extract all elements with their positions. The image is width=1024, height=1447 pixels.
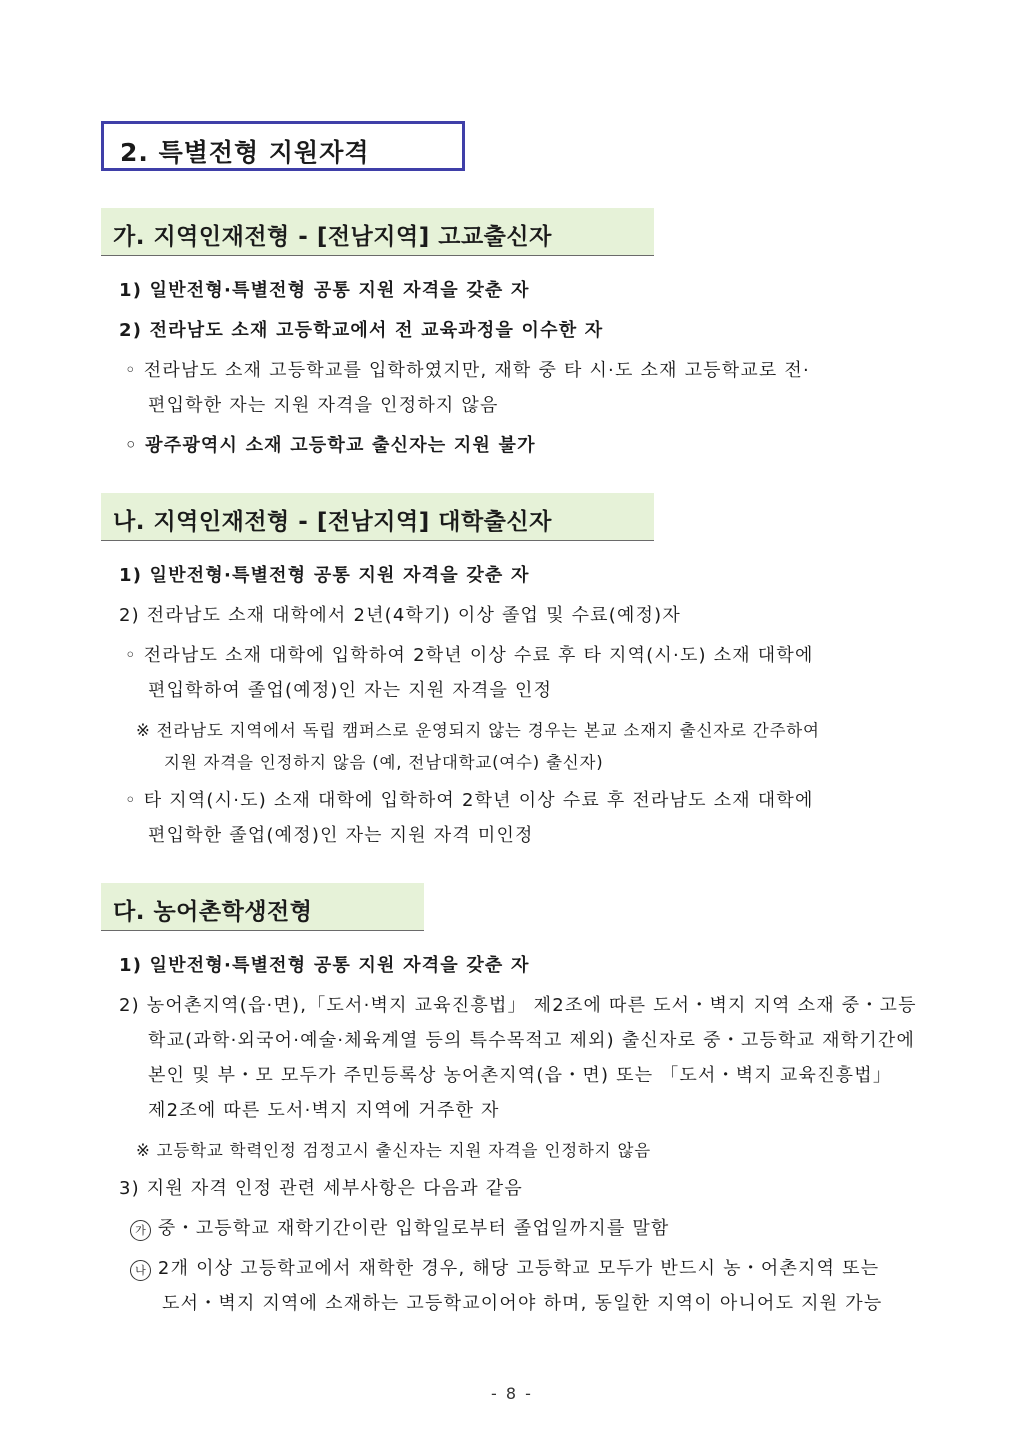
- page-title: 2. 특별전형 지원자격: [120, 138, 370, 167]
- list-item: 2) 전라남도 소재 고등학교에서 전 교육과정을 이수한 자: [119, 320, 604, 341]
- list-item: [130, 1217, 670, 1241]
- section-heading-na: [101, 493, 654, 541]
- list-item: 3) 지원 자격 인정 관련 세부사항은 다음과 같음: [119, 1178, 523, 1199]
- list-item: 도서・벽지 지역에 소재하는 고등학교이어야 하며, 동일한 지역이 아니어도 지원 가능: [162, 1293, 883, 1314]
- list-item-text: 중・고등학교 재학기간이란 입학일로부터 졸업일까지를 말함: [157, 1218, 670, 1239]
- list-item: 2) 농어촌지역(읍·면),「도서·벽지 교육진흥법」 제2조에 따른 도서・벽지 지역 소재 중・고등: [119, 995, 917, 1016]
- list-item: 1) 일반전형·특별전형 공통 지원 자격을 갖춘 자: [119, 280, 530, 301]
- list-item: 편입학하여 졸업(예정)인 자는 지원 자격을 인정: [148, 680, 553, 701]
- list-item: ◦ 타 지역(시·도) 소재 대학에 입학하여 2학년 이상 수료 후 전라남도 소재 대학에: [125, 790, 814, 811]
- list-item: [130, 1257, 879, 1281]
- list-item: ◦ 광주광역시 소재 고등학교 출신자는 지원 불가: [125, 435, 536, 456]
- section-heading-text: 나. 지역인재전형 - [전남지역] 대학출신자: [113, 509, 552, 535]
- page-title-box: [101, 121, 465, 171]
- list-item: 편입학한 졸업(예정)인 자는 지원 자격 미인정: [148, 825, 534, 846]
- section-heading-ga: [101, 208, 654, 256]
- list-item: 1) 일반전형·특별전형 공통 지원 자격을 갖춘 자: [119, 955, 530, 976]
- list-item: 제2조에 따른 도서·벽지 지역에 거주한 자: [148, 1100, 500, 1121]
- list-item: 편입학한 자는 지원 자격을 인정하지 않음: [148, 395, 499, 416]
- note-item: 지원 자격을 인정하지 않음 (예, 전남대학교(여수) 출신자): [164, 753, 604, 772]
- circled-na-marker: 나: [130, 1260, 151, 1281]
- list-item: 2) 전라남도 소재 대학에서 2년(4학기) 이상 졸업 및 수료(예정)자: [119, 605, 681, 626]
- circled-ga-marker: 가: [130, 1220, 151, 1241]
- list-item: ◦ 전라남도 소재 고등학교를 입학하였지만, 재학 중 타 시·도 소재 고등학교로 전·: [125, 360, 810, 381]
- list-item: 1) 일반전형·특별전형 공통 지원 자격을 갖춘 자: [119, 565, 530, 586]
- section-heading-text: 다. 농어촌학생전형: [113, 899, 313, 925]
- section-heading-text: 가. 지역인재전형 - [전남지역] 고교출신자: [113, 224, 552, 250]
- note-item: ※ 고등학교 학력인정 검정고시 출신자는 지원 자격을 인정하지 않음: [136, 1141, 651, 1160]
- list-item-text: 2개 이상 고등학교에서 재학한 경우, 해당 고등학교 모두가 반드시 농・어촌지역 또는: [157, 1258, 880, 1279]
- page-number: - 8 -: [491, 1384, 533, 1403]
- list-item: 본인 및 부・모 모두가 주민등록상 농어촌지역(읍・면) 또는 「도서・벽지 교육진흥법」: [148, 1065, 893, 1086]
- list-item: ◦ 전라남도 소재 대학에 입학하여 2학년 이상 수료 후 타 지역(시·도) 소재 대학에: [125, 645, 814, 666]
- note-item: ※ 전라남도 지역에서 독립 캠퍼스로 운영되지 않는 경우는 본교 소재지 출신자로 간주하여: [136, 721, 820, 740]
- list-item: 학교(과학·외국어·예술·체육계열 등의 특수목적고 제외) 출신자로 중・고등학교 재학기간에: [148, 1030, 916, 1051]
- section-heading-da: [101, 883, 424, 931]
